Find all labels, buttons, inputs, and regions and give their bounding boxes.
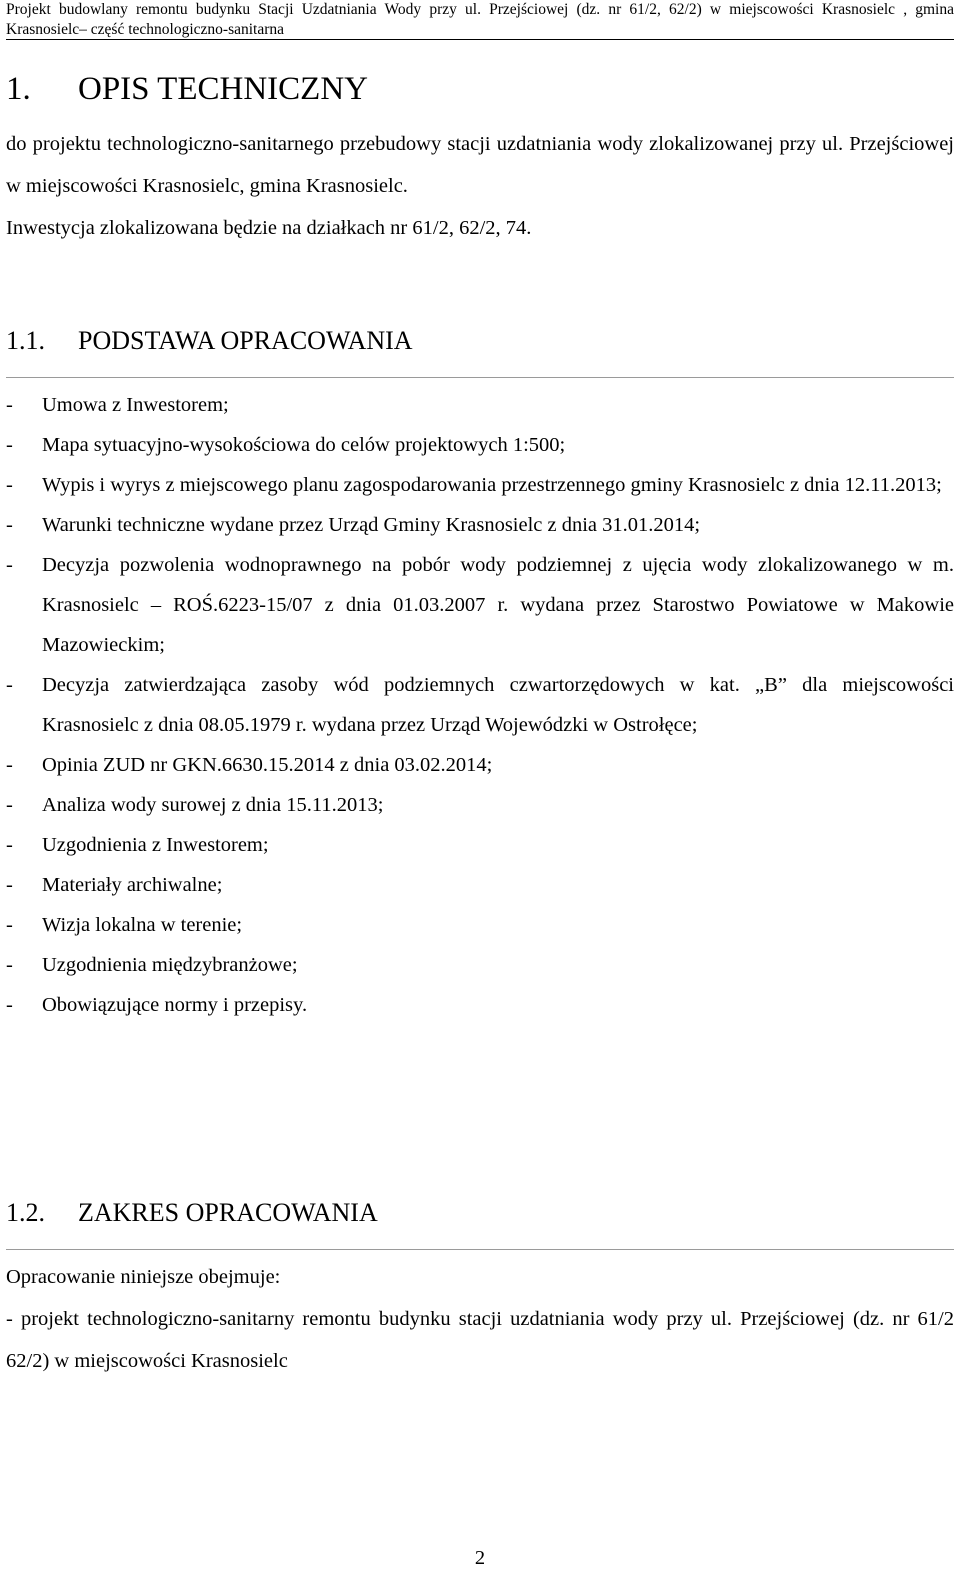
section-1-1-title: PODSTAWA OPRACOWANIA (78, 326, 413, 355)
list-dash: - (6, 434, 13, 456)
basis-item-text: Wypis i wyrys z miejscowego planu zagospodarowania przestrzennego gminy Krasnosielc z dnia 12.11.2013; (42, 474, 942, 496)
basis-item (6, 425, 954, 465)
basis-item-text: Obowiązujące normy i przepisy. (42, 994, 308, 1016)
list-dash: - (6, 554, 13, 576)
basis-item (6, 785, 954, 825)
basis-item (6, 945, 954, 985)
list-dash: - (6, 754, 13, 776)
basis-item-text: Decyzja zatwierdzająca zasoby wód podziemnych czwartorzędowych w kat. „B” dla miejscowości Krasnosielc z dnia 08.05.1979 r. wydana przez Urząd Wojewódzki w Ostrołęce; (42, 674, 954, 736)
basis-list (6, 385, 954, 1025)
basis-item-text: Warunki techniczne wydane przez Urząd Gminy Krasnosielc z dnia 31.01.2014; (42, 514, 701, 536)
intro-paragraph: do projektu technologiczno-sanitarnego przebudowy stacji uzdatniania wody zlokalizowanej przy ul. Przejściowej w miejscowości Krasnosielc, gmina Krasnosielc. (6, 133, 954, 197)
list-dash: - (6, 514, 13, 536)
list-dash: - (6, 914, 13, 936)
basis-item-text: Materiały archiwalne; (42, 874, 223, 896)
list-dash: - (6, 834, 13, 856)
section-1-2-title: ZAKRES OPRACOWANIA (78, 1198, 378, 1227)
basis-item-text: Mapa sytuacyjno-wysokościowa do celów projektowych 1:500; (42, 434, 566, 456)
list-dash: - (6, 394, 13, 416)
section-1-number: 1. (6, 71, 31, 107)
basis-item (6, 985, 954, 1025)
section-1-1-rule (6, 377, 954, 378)
intro-investment-plots: Inwestycja zlokalizowana będzie na działkach nr 61/2, 62/2, 74. (6, 217, 532, 239)
section-1-1-number: 1.1. (6, 326, 45, 355)
basis-item (6, 385, 954, 425)
basis-item (6, 505, 954, 545)
basis-item-text: Uzgodnienia z Inwestorem; (42, 834, 269, 856)
scope-item: - projekt technologiczno-sanitarny remontu budynku stacji uzdatniania wody przy ul. Przejściowej (dz. nr 61/2 62/2) w miejscowości Krasnosielc (6, 1308, 954, 1372)
section-1-2-rule (6, 1249, 954, 1250)
basis-item (6, 545, 954, 665)
page-number: 2 (474, 1547, 486, 1569)
basis-item (6, 665, 954, 745)
list-dash: - (6, 674, 13, 696)
section-1-2-heading (6, 1196, 378, 1230)
scope-intro: Opracowanie niniejsze obejmuje: (6, 1266, 281, 1288)
basis-item (6, 745, 954, 785)
basis-item (6, 905, 954, 945)
header-rule (6, 39, 954, 40)
basis-item (6, 465, 954, 505)
basis-item-text: Wizja lokalna w terenie; (42, 914, 243, 936)
section-1-1-heading (6, 324, 413, 358)
list-dash: - (6, 994, 13, 1016)
list-dash: - (6, 794, 13, 816)
list-dash: - (6, 874, 13, 896)
section-1-heading (6, 67, 368, 111)
list-dash: - (6, 954, 13, 976)
basis-item-text: Umowa z Inwestorem; (42, 394, 229, 416)
basis-item (6, 825, 954, 865)
running-header: Projekt budowlany remontu budynku Stacji Uzdatniania Wody przy ul. Przejściowej (dz. nr 61/2, 62/2) w miejscowości Krasnosielc , gmina Krasnosielc– część technologiczno-sanitarna (6, 1, 954, 38)
basis-item-text: Uzgodnienia międzybranżowe; (42, 954, 298, 976)
section-1-title: OPIS TECHNICZNY (78, 71, 368, 107)
basis-item-text: Decyzja pozwolenia wodnoprawnego na pobór wody podziemnej z ujęcia wody zlokalizowanego w m. Krasnosielc – ROŚ.6223-15/07 z dnia 01.03.2007 r. wydana przez Starostwo Powiatowe w Makowie Mazowieckim; (42, 554, 954, 656)
section-1-2-number: 1.2. (6, 1198, 45, 1227)
list-dash: - (6, 474, 13, 496)
basis-item-text: Analiza wody surowej z dnia 15.11.2013; (42, 794, 384, 816)
section-1-intro (6, 123, 954, 249)
basis-item-text: Opinia ZUD nr GKN.6630.15.2014 z dnia 03.02.2014; (42, 754, 493, 776)
basis-item (6, 865, 954, 905)
